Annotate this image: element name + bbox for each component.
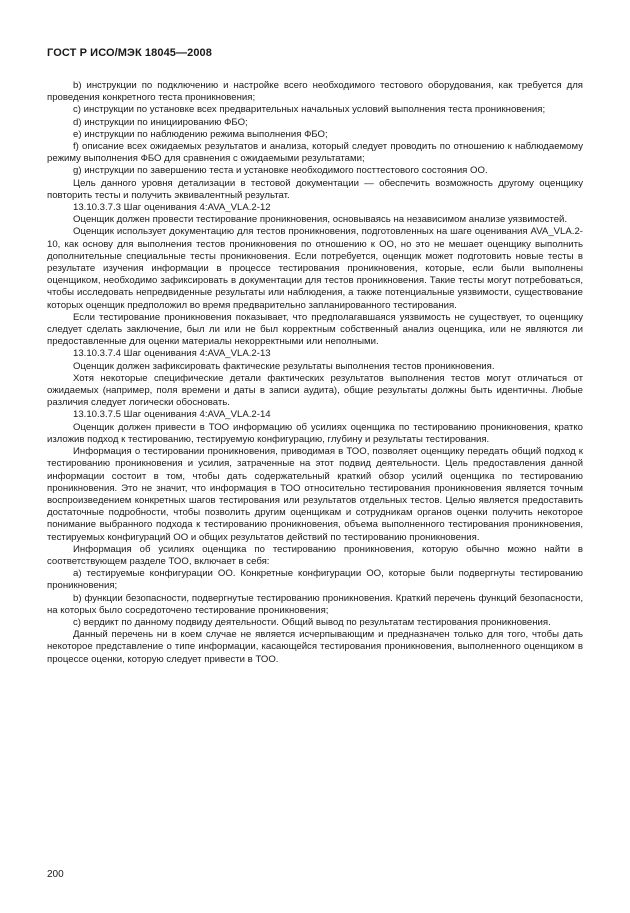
- paragraph: f) описание всех ожидаемых результатов и анализа, который следует проводить по отношению к наблюдаемому режиму выполнения ФБО для сравнения с ожидаемыми результатами;: [47, 141, 583, 165]
- paragraph: Оценщик должен провести тестирование проникновения, основываясь на независимом анализе уязвимостей.: [73, 214, 568, 226]
- paragraph: Информация об усилиях оценщика по тестированию проникновения, которую обычно можно найти в соответствующем разделе ТОО, включает в себя:: [47, 543, 583, 567]
- paragraph: Данный перечень ни в коем случае не является исчерпывающим и предназначен только для того, чтобы дать некоторое представление о типе информации, касающейся тестирования проникновения, выполненного оценщиком в процессе оценки, которую следует привести в ТОО.: [47, 629, 583, 665]
- document-body: [47, 80, 583, 666]
- list-item: c) вердикт по данному подвиду деятельности. Общий вывод по результатам тестирования проникновения.: [73, 616, 551, 628]
- paragraph: Цель данного уровня детализации в тестовой документации — обеспечить возможность другому оценщику повторить тесты и получить эквивалентный результат.: [47, 177, 583, 201]
- page-number: 200: [47, 869, 64, 880]
- paragraph: g) инструкции по завершению теста и установке необходимого посттестового состояния ОО.: [73, 165, 488, 177]
- paragraph: e) инструкции по наблюдению режима выполнения ФБО;: [73, 128, 328, 140]
- paragraph: c) инструкции по установке всех предварительных начальных условий выполнения теста проникновения;: [73, 104, 546, 116]
- section-heading: 13.10.3.7.5 Шаг оценивания 4:AVA_VLA.2-14: [73, 409, 271, 421]
- paragraph: Если тестирование проникновения показывает, что предполагавшаяся уязвимость не существует, то оценщику следует сделать заключение, был ли или не был корректным собственный анализ оценщика, или не являются ли предоставленные для оценки материалы некорректными или неполными.: [47, 311, 583, 348]
- document-header: ГОСТ Р ИСО/МЭК 18045—2008: [47, 47, 212, 59]
- paragraph: Оценщик должен привести в ТОО информацию об усилиях оценщика по тестированию проникновения, кратко изложив подход к тестированию, тестируемую конфигурацию, глубину и результаты тестирования.: [47, 421, 583, 445]
- paragraph: Информация о тестировании проникновения, приводимая в ТОО, позволяет оценщику передать общий подход к тестированию проникновения и усилия, затраченные на этот подвид деятельности. Цель предоставления данной информации состоит в том, чтобы дать содержательный краткий обзор усилий оценщика по тестированию проникновения. Это не значит, что информация в ТОО относительно тестирования проникновения является точным воспроизведением конкретных шагов тестирования или результатов отдельных тестов. Целью является предоставить достаточные подробности, чтобы позволить другим оценщикам и сотрудникам органов оценки получить некоторое понимание выбранного подхода к тестированию проникновения, объема выполненного тестирования проникновения, тестируемых конфигураций ОО и общих результатов действий по тестированию проникновения.: [47, 446, 583, 543]
- list-item: b) функции безопасности, подвергнутые тестированию проникновения. Краткий перечень функций безопасности, на которых было сосредоточено тестирование проникновения;: [47, 592, 583, 616]
- section-heading: 13.10.3.7.4 Шаг оценивания 4:AVA_VLA.2-13: [73, 348, 271, 360]
- paragraph: Оценщик должен зафиксировать фактические результаты выполнения тестов проникновения.: [73, 360, 495, 372]
- paragraph: Хотя некоторые специфические детали фактических результатов выполнения тестов могут отличаться от ожидаемых (например, поля времени и даты в записи аудита), общие результаты должны быть идентичны. Любые различия следует логически обосновать.: [47, 372, 583, 409]
- section-heading: 13.10.3.7.3 Шаг оценивания 4:AVA_VLA.2-12: [73, 202, 271, 214]
- list-item: a) тестируемые конфигурации ОО. Конкретные конфигурации ОО, которые были подвергнуты тестированию проникновения;: [47, 568, 583, 592]
- paragraph: Оценщик использует документацию для тестов проникновения, подготовленных на шаге оценивания AVA_VLA.2-10, как основу для выполнения тестов проникновения по отношению к ОО, но это не мешает оценщику выполнить дополнительные специальные тесты проникновения. Если потребуется, оценщик может подготовить новые тесты в результате изучения информации в процессе тестирования проникновения, которые, если были выполнены оценщиком, необходимо зафиксировать в документации для тестов проникновения. Такие тесты могут потребоваться, чтобы исследовать непредвиденные результаты или наблюдения, а также потенциальные уязвимости, существование которых оценщик предположил во время предварительно запланированного тестирования.: [47, 226, 583, 311]
- paragraph: b) инструкции по подключению и настройке всего необходимого тестового оборудования, как требуется для проведения конкретного теста проникновения;: [47, 80, 583, 104]
- paragraph: d) инструкции по инициированию ФБО;: [73, 116, 248, 128]
